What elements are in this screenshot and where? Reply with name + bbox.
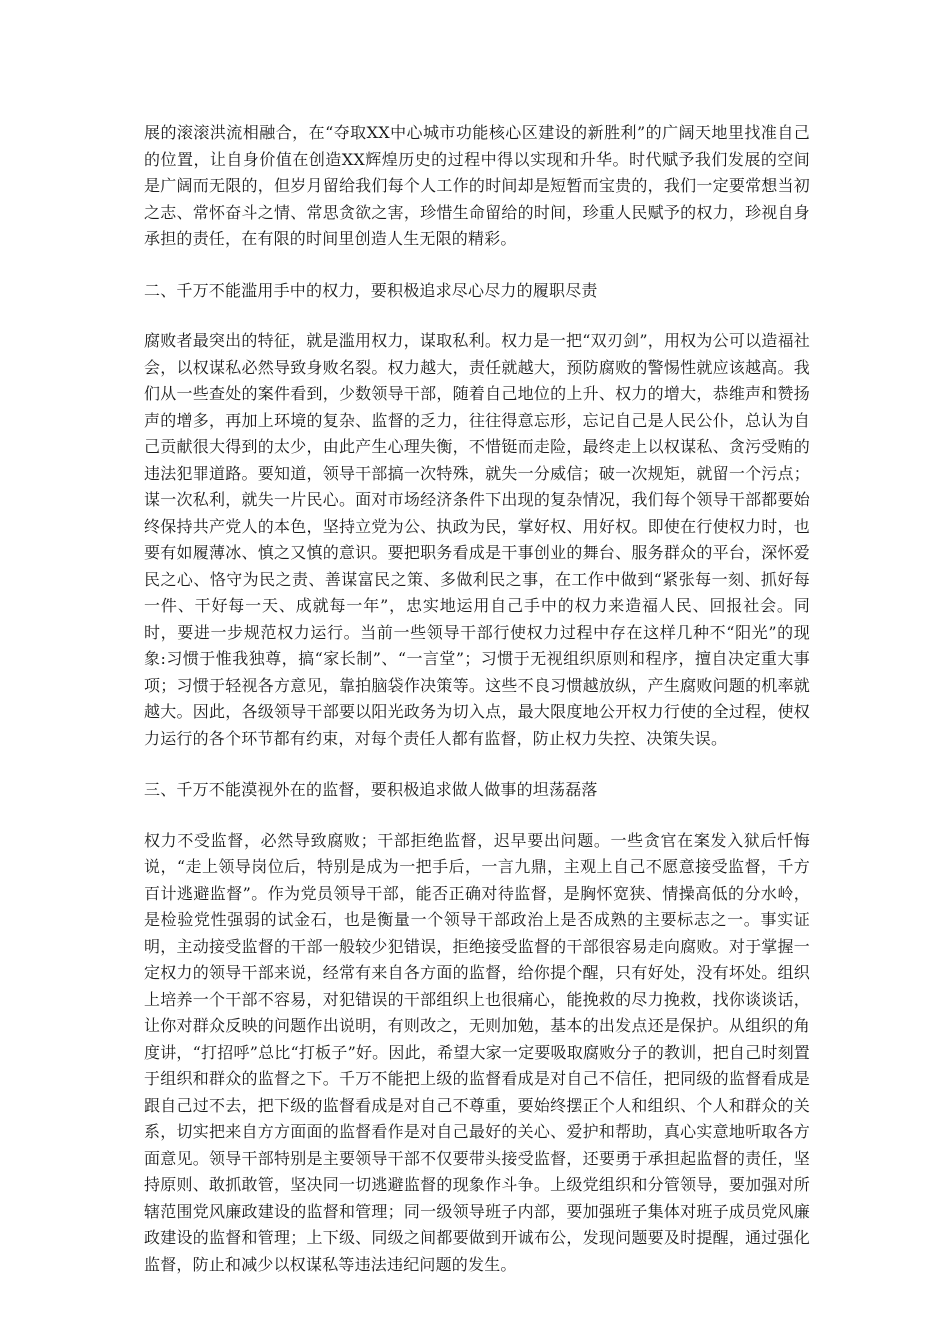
section-three-paragraph: 权力不受监督，必然导致腐败；干部拒绝监督，迟早要出问题。一些贪官在案发入狱后忏悔说，“走上领导岗位后，特别是成为一把手后，一言九鼎，主观上自己不愿意接受监督，千方百计逃避监督”。作为党员领导干部，能否正确对待监督，是胸怀宽狭、情操高低的分水岭，是检验党性强弱的试金石，也是衡量一个领导干部政治上是否成熟的主要标志之一。事实证明，主动接受监督的干部一般较少犯错误，拒绝接受监督的干部很容易走向腐败。对于掌握一定权力的领导干部来说，经常有来自各方面的监督，给你提个醒，只有好处，没有坏处。组织上培养一个干部不容易，对犯错误的干部组织上也很痛心，能挽救的尽力挽救，找你谈谈话，让你对群众反映的问题作出说明，有则改之，无则加勉，基本的出发点还是保护。从组织的角度讲，“打招呼”总比“打板子”好。因此，希望大家一定要吸取腐败分子的教训，把自己时刻置于组织和群众的监督之下。千万不能把上级的监督看成是对自己不信任，把同级的监督看成是跟自己过不去，把下级的监督看成是对自己不尊重，要始终摆正个人和组织、个人和群众的关系，切实把来自方方面面的监督看作是对自己最好的关心、爱护和帮助，真心实意地听取各方面意见。领导干部特别是主要领导干部不仅要带头接受监督，还要勇于承担起监督的责任，坚持原则、敢抓敢管，坚决同一切逃避监督的现象作斗争。上级党组织和分管领导，要加强对所辖范围党风廉政建设的监督和管理；同一级领导班子内部，要加强班子集体对班子成员党风廉政建设的监督和管理；上下级、同级之间都要做到开诚布公，发现问题要及时提醒，通过强化监督，防止和减少以权谋私等违法违纪问题的发生。 — [144, 830, 810, 1274]
section-three-heading: 三、千万不能漠视外在的监督，要积极追求做人做事的坦荡磊落 — [144, 780, 598, 799]
intro-paragraph: 展的滚滚洪流相融合，在“夺取XX中心城市功能核心区建设的新胜利”的广阔天地里找准自己的位置，让自身价值在创造XX辉煌历史的过程中得以实现和升华。时代赋予我们发展的空间是广阔而无限的，但岁月留给我们每个人工作的时间却是短暂而宝贵的，我们一定要常想当初之志、常怀奋斗之情、常思贪欲之害，珍惜生命留给的时间，珍重人民赋予的权力，珍视自身承担的责任，在有限的时间里创造人生无限的精彩。 — [144, 123, 810, 248]
section-two-paragraph: 腐败者最突出的特征，就是滥用权力，谋取私利。权力是一把“双刃剑”，用权为公可以造福社会，以权谋私必然导致身败名裂。权力越大，责任就越大，预防腐败的警惕性就应该越高。我们从一些查处的案件看到，少数领导干部，随着自己地位的上升、权力的增大，恭维声和赞扬声的增多，再加上环境的复杂、监督的乏力，往往得意忘形，忘记自己是人民公仆，总认为自己贡献很大得到的太少，由此产生心理失衡，不惜铤而走险，最终走上以权谋私、贪污受贿的违法犯罪道路。要知道，领导干部搞一次特殊，就失一分威信；破一次规矩，就留一个污点；谋一次私利，就失一片民心。面对市场经济条件下出现的复杂情况，我们每个领导干部都要始终保持共产党人的本色，坚持立党为公、执政为民，掌好权、用好权。即使在行使权力时，也要有如履薄冰、慎之又慎的意识。要把职务看成是干事创业的舞台、服务群众的平台，深怀爱民之心、恪守为民之责、善谋富民之策、多做利民之事，在工作中做到“紧张每一刻、抓好每一件、干好每一天、成就每一年”，忠实地运用自己手中的权力来造福人民、回报社会。同时，要进一步规范权力运行。当前一些领导干部行使权力过程中存在这样几种不“阳光”的现象:习惯于惟我独尊，搞“家长制”、“一言堂”；习惯于无视组织原则和程序，擅自决定重大事项；习惯于轻视各方意见，靠拍脑袋作决策等。这些不良习惯越放纵，产生腐败问题的机率就越大。因此，各级领导干部要以阳光政务为切入点，最大限度地公开权力行使的全过程，使权力运行的各个环节都有约束，对每个责任人都有监督，防止权力失控、决策失误。 — [144, 331, 810, 748]
section-two-heading: 二、千万不能滥用手中的权力，要积极追求尽心尽力的履职尽责 — [144, 280, 598, 300]
document-page — [144, 120, 810, 1278]
